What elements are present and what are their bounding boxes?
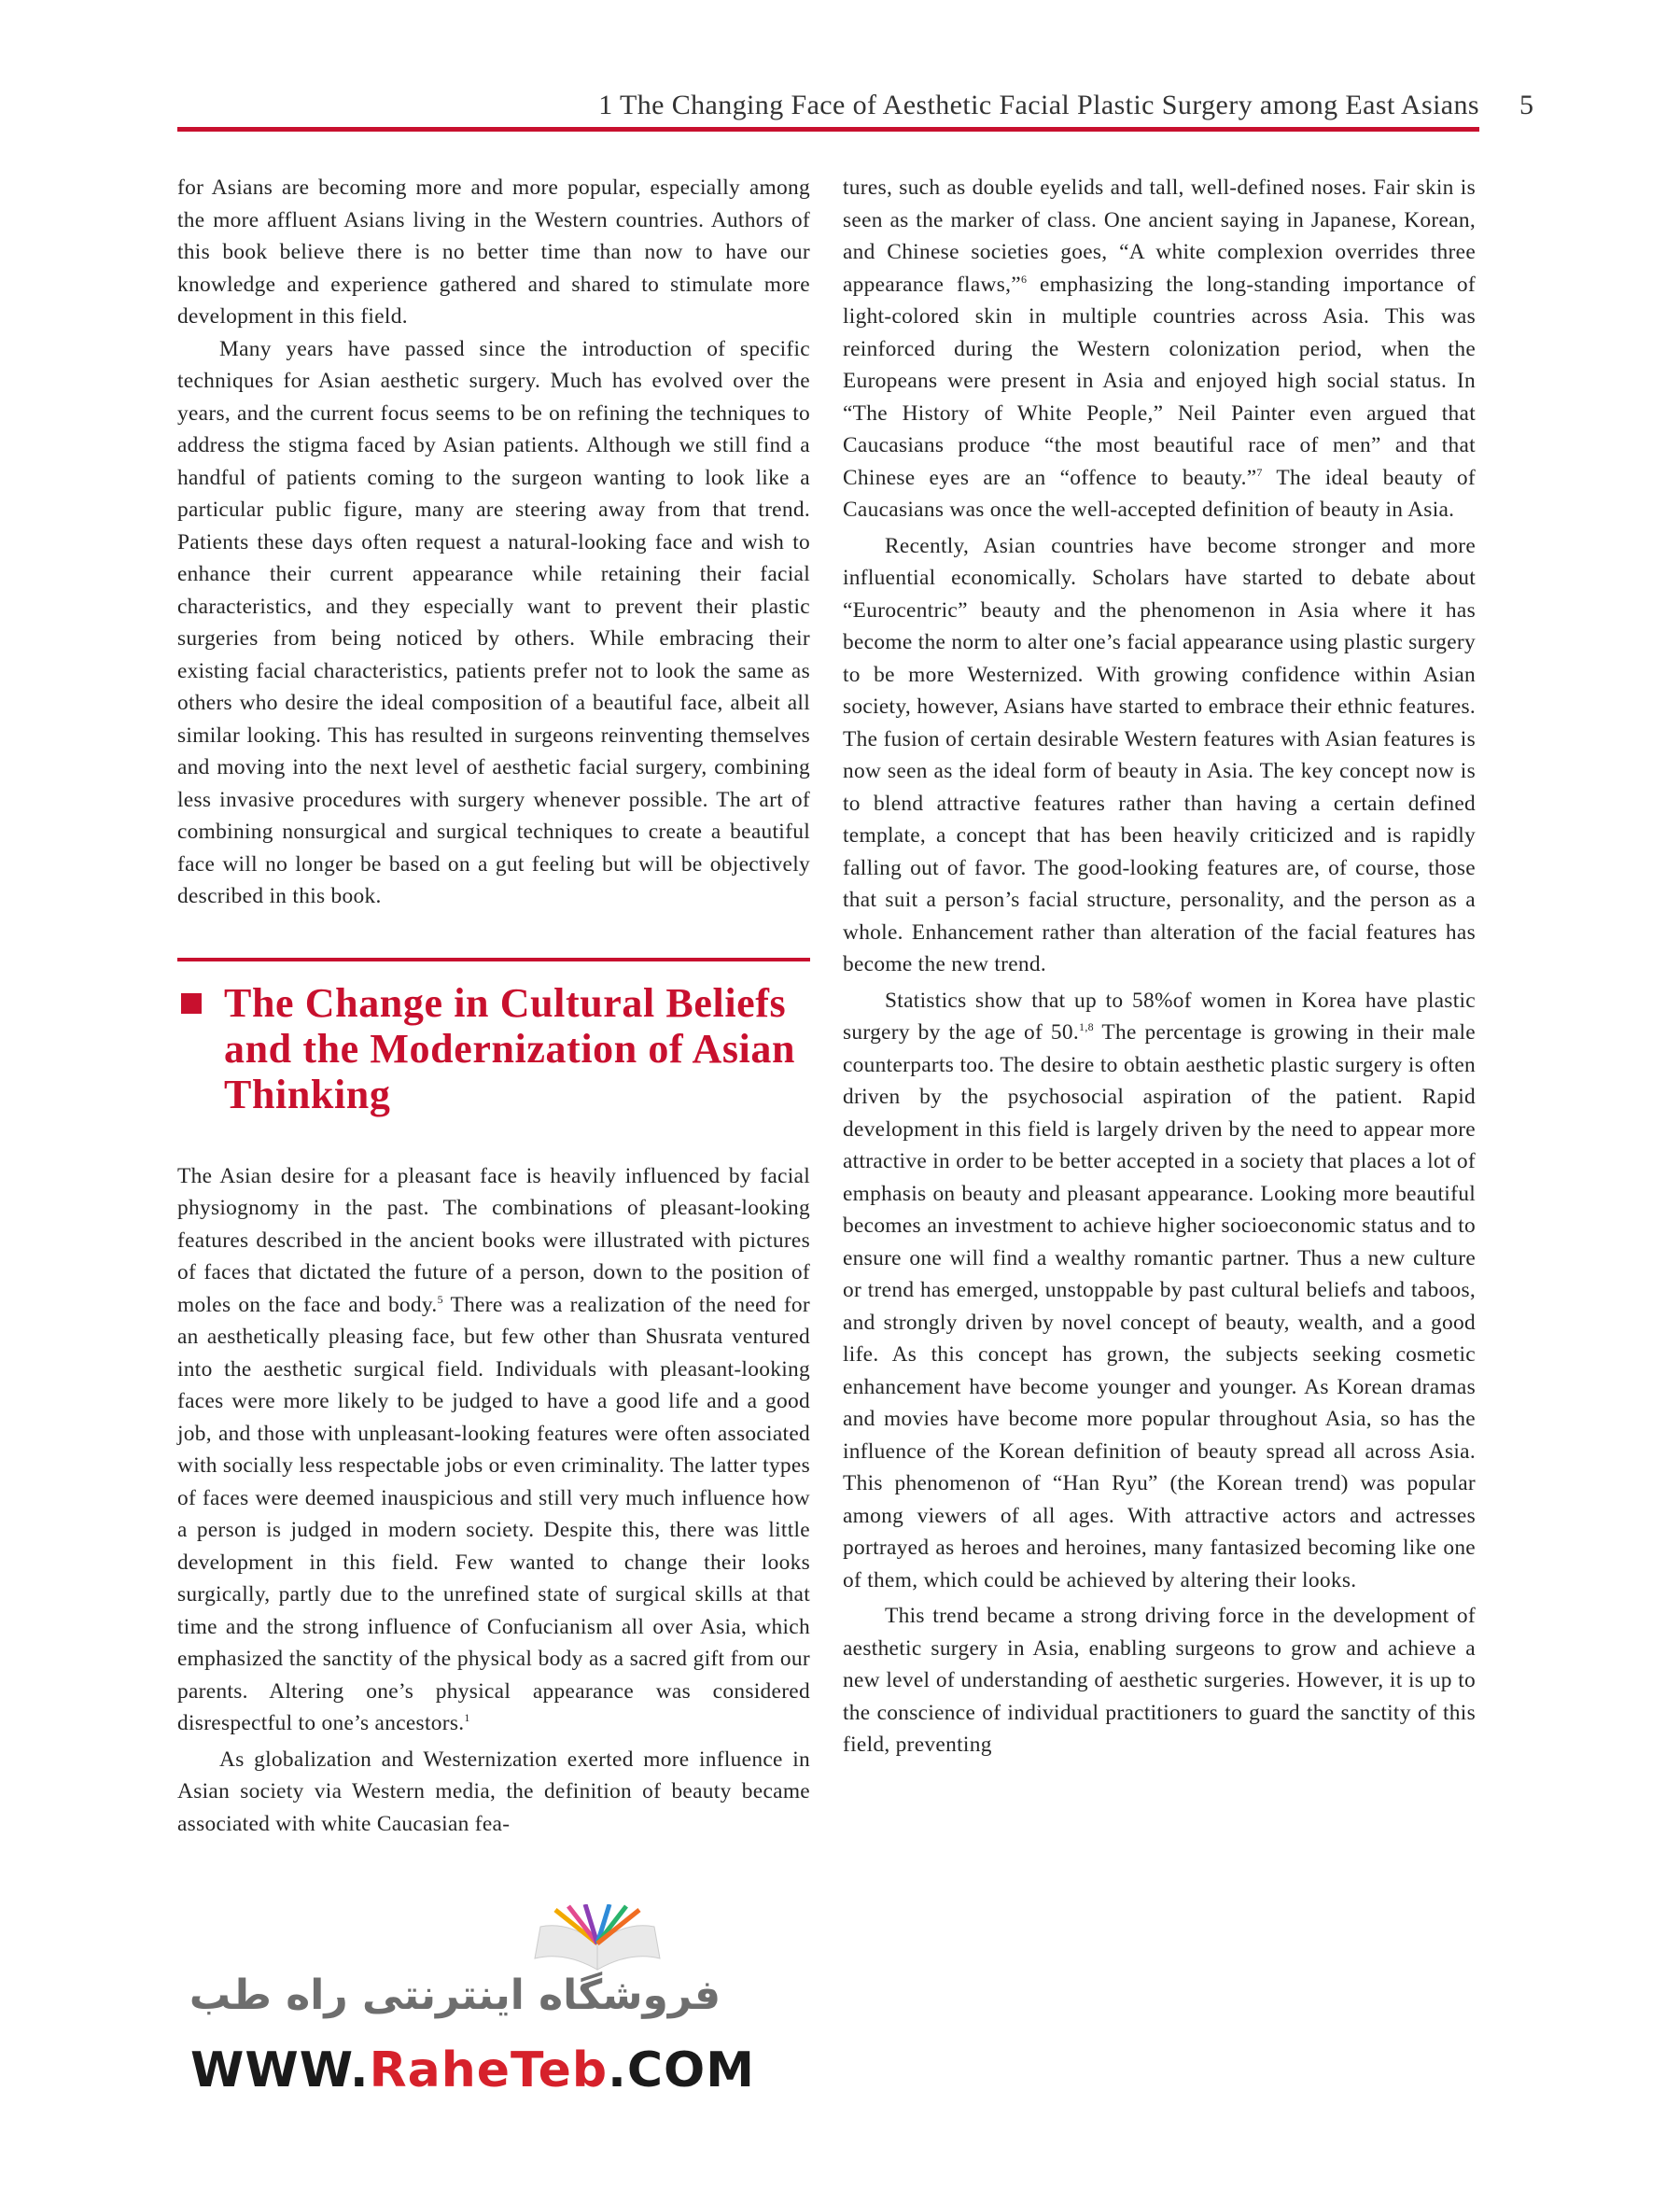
right-column: [843, 172, 1476, 1761]
citation-ref: 6: [1020, 272, 1028, 286]
paragraph-text: The percentage is growing in their male counterparts too. The desire to obtain aesthetic plastic surgery is often driven by the psychosocial aspiration of the patient. Rapid development in this field is largely driven by the need to appear more attractive in order to be better accepted in a society that places a lot of emphasis on beauty and pleasant appearance. Looking more beautiful becomes an investment to achieve higher socioeconomic status and to ensure one will find a wealthy romantic partner. Thus a new culture or trend has emerged, unstoppable by past cultural beliefs and taboos, and strongly driven by novel concept of beauty, wealth, and a good life. As this concept has grown, the subjects seeking cosmetic enhancement have become younger and younger. As Korean dramas and movies have become more popular throughout Asia, so has the influence of the Korean definition of beauty spread all across Asia. This phenomenon of “Han Ryu” (the Korean trend) was popular among viewers of all ages. With attractive actors and actresses portrayed as heroes and heroines, many fantasized becoming like one of them, which could be achieved by altering their looks.: [843, 1020, 1476, 1593]
url-highlight: RaheTeb: [369, 2042, 609, 2098]
paragraph-text: Statistics show that up to 58%of women in Korea have plastic surgery by the age of 50.: [843, 988, 1476, 1045]
watermark-persian-text: فروشگاه اینترنتی راه طب: [189, 1972, 721, 2019]
paragraph: Many years have passed since the introduction of specific techniques for Asian aesthetic surgery. Much has evolved over the years, and the current focus seems to be on refining the techniques to address the stigma faced by Asian patients. Although we still find a handful of patients coming to the surgeon wanting to look like a particular public figure, many are steering away from that trend. Patients these days often request a natural-looking face and wish to enhance their current appearance while retaining their facial characteristics, and they especially want to prevent their plastic surgeries from being noticed by others. While embracing their existing facial characteristics, patients prefer not to look the same as others who desire the ideal composition of a beautiful face, albeit all similar looking. This has resulted in surgeons reinventing themselves and moving into the next level of aesthetic facial surgery, combining less invasive procedures with surgery whenever possible. The art of combining nonsurgical and surgical techniques to create a beautiful face will no longer be based on a gut feeling but will be objectively described in this book.: [177, 336, 810, 908]
paragraph-text: The ideal beauty of Caucasians was once the well-accepted definition of beauty in Asia.: [843, 465, 1476, 522]
square-bullet-icon: [181, 993, 202, 1014]
paragraph: [843, 172, 1476, 526]
paragraph: [843, 985, 1476, 1597]
paragraph: [177, 1160, 810, 1740]
header-rule: [177, 127, 1479, 132]
watermark: [187, 1904, 755, 2119]
page-number: 5: [1519, 90, 1533, 120]
paragraph-text: tures, such as double eyelids and tall, well-defined noses. Fair skin is seen as the marker of class. One ancient saying in Japanese, Korean, and Chinese societies goes, “A white complexion overrides three appearance flaws,”: [843, 175, 1476, 297]
paragraph: As globalization and Westernization exerted more influence in Asian society via Western media, the definition of beauty became associated with white Caucasian fea-: [177, 1747, 810, 1836]
paragraph: Recently, Asian countries have become stronger and more influential economically. Scholars have started to debate about “Eurocentric” beauty and the phenomenon in Asia where it has become the norm to alter one’s facial appearance using plastic surgery to be more Westernized. With growing confidence within Asian society, however, Asians have started to embrace their ethnic features. The fusion of certain desirable Western features with Asian features is now seen as the ideal form of beauty in Asia. The key concept now is to blend attractive features rather than having a certain defined template, a concept that has been heavily criticized and is rapidly falling out of favor. The good-looking features are, of course, those that suit a person’s facial structure, personality, and the person as a whole. Enhancement rather than alteration of the facial features has become the new trend.: [843, 533, 1476, 976]
section-heading: [177, 980, 810, 1117]
citation-ref: 1: [464, 1711, 470, 1725]
paragraph-text: emphasizing the long-standing importance of light-colored skin in multiple countries across Asia. This was reinforced during the Western colonization period, when the Europeans were present in Asia and enjoyed high social status. In “The History of White People,” Neil Painter even argued that Caucasians produce “the most beautiful race of men” and that Chinese eyes are an “offence to beauty.”: [843, 272, 1476, 490]
section-heading-text: The Change in Cultural Beliefs and the Modernization of Asian Thinking: [224, 979, 796, 1117]
citation-ref: 7: [1256, 465, 1263, 479]
url-prefix: WWW.: [190, 2042, 370, 2098]
paragraph: for Asians are becoming more and more popular, especially among the more affluent Asians living in the Western countries. Authors of this book believe there is no better time than now to have our knowledge and experience gathered and shared to stimulate more development in this field.: [177, 175, 810, 329]
running-head-title: 1 The Changing Face of Aesthetic Facial Plastic Surgery among East Asians: [598, 90, 1479, 120]
paragraph: This trend became a strong driving force in the development of aesthetic surgery in Asia, enabling surgeons to grow and achieve a new level of understanding of aesthetic surgeries. However, it is up to the conscience of individual practitioners to guard the sanctity of this field, preventing: [843, 1604, 1476, 1757]
watermark-url: [190, 2042, 755, 2098]
paragraph-text: There was a realization of the need for an aesthetically pleasing face, but few other than Shusrata ventured into the aesthetic surgical field. Individuals with pleasant-looking faces were more likely to be judged to have a good life and a good job, and those with unpleasant-looking features were often associated with socially less respectable jobs or even criminality. The latter types of faces were deemed inauspicious and still very much influence how a person is judged in modern society. Despite this, there was little development in this field. Few wanted to change their looks surgically, partly due to the unrefined state of surgical skills at that time and the strong influence of Confucianism all over Asia, which emphasized the sanctity of the physical body as a sacred gift from our parents. Altering one’s physical appearance was considered disrespectful to one’s ancestors.: [177, 1292, 811, 1735]
url-suffix: .COM: [608, 2042, 755, 2098]
paragraph-text: The Asian desire for a pleasant face is heavily influenced by facial physiognomy in the past. The combinations of pleasant-looking features described in the ancient books were illustrated with pictures of faces that dictated the future of a person, down to the position of moles on the face and body.: [177, 1163, 810, 1317]
open-book-icon: [527, 1904, 667, 1977]
citation-ref: 1,8: [1079, 1020, 1094, 1034]
section-rule: [177, 958, 810, 961]
citation-ref: 5: [437, 1292, 443, 1306]
left-column: [177, 172, 810, 1840]
